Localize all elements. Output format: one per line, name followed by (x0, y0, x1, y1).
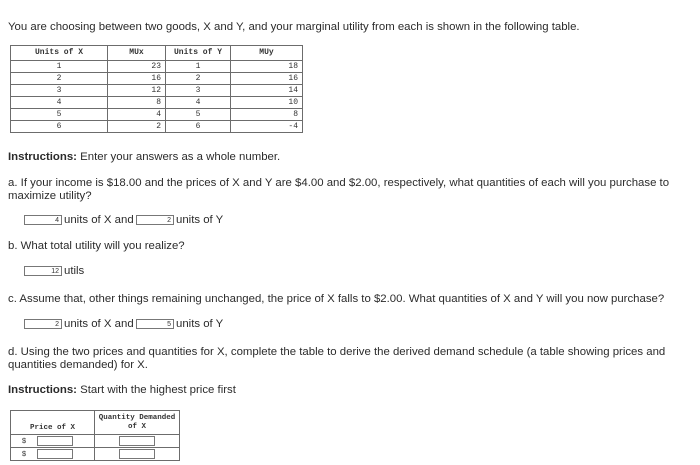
units-y-cell: 3 (166, 85, 231, 97)
mux-cell: 16 (108, 73, 166, 85)
demand-row (11, 435, 180, 448)
units-y-cell: 6 (166, 121, 231, 133)
price-input[interactable] (37, 449, 73, 459)
units-x-cell: 1 (11, 61, 108, 73)
question-c: c. Assume that, other things remaining unchanged, the price of X falls to $2.00. What quantities of X and Y will you now purchase? (8, 293, 665, 305)
header-muy: MUy (231, 46, 303, 61)
muy-cell: 10 (231, 97, 303, 109)
units-x-cell: 2 (11, 73, 108, 85)
table-row (11, 61, 303, 73)
price-input[interactable] (37, 436, 73, 446)
quantity-input[interactable] (119, 436, 155, 446)
units-x-cell: 3 (11, 85, 108, 97)
units-y-cell: 4 (166, 97, 231, 109)
instructions-label: Instructions: (8, 151, 77, 163)
instructions-line-2 (8, 384, 236, 397)
price-cell (11, 448, 95, 461)
answer-b-input[interactable]: 12 (24, 266, 62, 276)
quantity-input[interactable] (119, 449, 155, 459)
muy-cell: 16 (231, 73, 303, 85)
answer-a-y-input[interactable]: 2 (136, 215, 174, 225)
units-x-cell: 4 (11, 97, 108, 109)
table-row (11, 121, 303, 133)
units-y-cell: 2 (166, 73, 231, 85)
table-row (11, 109, 303, 121)
instructions-line (8, 151, 280, 164)
answer-b-label: utils (64, 265, 85, 277)
quantity-cell (95, 448, 180, 461)
instructions-label-2: Instructions: (8, 384, 77, 396)
mux-cell: 8 (108, 97, 166, 109)
price-cell (11, 435, 95, 448)
demand-row (11, 448, 180, 461)
mux-cell: 4 (108, 109, 166, 121)
units-y-cell: 5 (166, 109, 231, 121)
muy-cell: -4 (231, 121, 303, 133)
answer-c-x-input[interactable]: 2 (24, 319, 62, 329)
answer-c-y-input[interactable]: 5 (136, 319, 174, 329)
question-d: d. Using the two prices and quantities for X, complete the table to derive the derived demand schedule (a table showing prices and quantities demanded) for X. (8, 346, 666, 371)
quantity-cell (95, 435, 180, 448)
mux-cell: 23 (108, 61, 166, 73)
answer-a-x-label: units of X and (64, 214, 134, 226)
header-mux: MUx (108, 46, 166, 61)
header-units-y: Units of Y (166, 46, 231, 61)
demand-schedule-table (10, 410, 180, 461)
instructions-text: Enter your answers as a whole number. (76, 151, 281, 163)
units-x-cell: 5 (11, 109, 108, 121)
table-row (11, 85, 303, 97)
table-header-row (11, 46, 303, 61)
intro-text: You are choosing between two goods, X and Y, and your marginal utility from each is shown in the following table. (8, 21, 580, 33)
units-y-cell: 1 (166, 61, 231, 73)
units-x-cell: 6 (11, 121, 108, 133)
header-quantity-x: Quantity Demanded of X (95, 411, 180, 435)
header-units-x: Units of X (11, 46, 108, 61)
table-row (11, 97, 303, 109)
table-row (11, 73, 303, 85)
answer-a-x-input[interactable]: 4 (24, 215, 62, 225)
answer-c-y-label: units of Y (176, 318, 224, 330)
question-a: a. If your income is $18.00 and the prices of X and Y are $4.00 and $2.00, respectively, what quantities of each will you purchase to maximize utility? (8, 177, 670, 202)
answer-a-y-label: units of Y (176, 214, 224, 226)
mux-cell: 12 (108, 85, 166, 97)
answer-c-x-label: units of X and (64, 318, 134, 330)
currency-symbol: $ (21, 450, 27, 459)
currency-symbol: $ (21, 437, 27, 446)
question-b: b. What total utility will you realize? (8, 240, 185, 252)
muy-cell: 18 (231, 61, 303, 73)
muy-cell: 8 (231, 109, 303, 121)
instructions-text-2: Start with the highest price first (76, 384, 236, 396)
muy-cell: 14 (231, 85, 303, 97)
mux-cell: 2 (108, 121, 166, 133)
demand-header-row (11, 411, 180, 435)
marginal-utility-table (10, 45, 303, 133)
header-price-x: Price of X (11, 411, 95, 435)
